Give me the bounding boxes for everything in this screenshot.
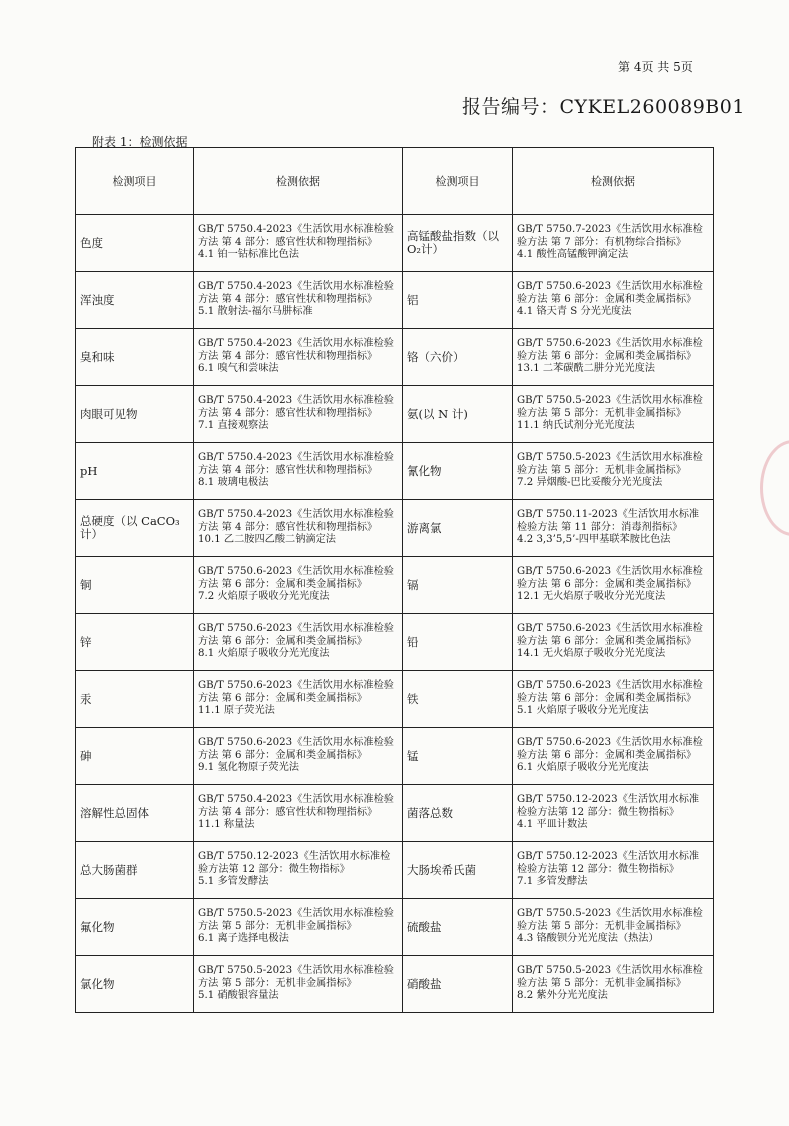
test-basis: GB/T 5750.12-2023《生活饮用水标准检验方法第 12 部分：微生物指标》 5.1 多管发酵法: [194, 842, 403, 899]
test-item: 氟化物: [76, 899, 194, 956]
test-basis: GB/T 5750.5-2023《生活饮用水标准检验方法 第 5 部分：无机非金属指标》 7.2 异烟酸-巴比妥酸分光光度法: [513, 443, 714, 500]
test-basis: GB/T 5750.6-2023《生活饮用水标准检验方法 第 6 部分：金属和类金属指标》 4.1 铬天青 S 分光光度法: [513, 272, 714, 329]
test-item: pH: [76, 443, 194, 500]
test-item: 铁: [403, 671, 513, 728]
test-item: 色度: [76, 215, 194, 272]
test-item: 浑浊度: [76, 272, 194, 329]
test-item: 铅: [403, 614, 513, 671]
test-item: 硫酸盐: [403, 899, 513, 956]
test-basis: GB/T 5750.6-2023《生活饮用水标准检验方法 第 6 部分：金属和类金属指标》 11.1 原子荧光法: [194, 671, 403, 728]
test-basis: GB/T 5750.6-2023《生活饮用水标准检验方法 第 6 部分：金属和类金属指标》 13.1 二苯碳酰二肼分光光度法: [513, 329, 714, 386]
test-basis: GB/T 5750.11-2023《生活饮用水标准检验方法 第 11 部分：消毒剂指标》 4.2 3,3’5,5’-四甲基联苯胺比色法: [513, 500, 714, 557]
header-item-1: 检测项目: [76, 148, 194, 215]
test-item: 汞: [76, 671, 194, 728]
test-item: 溶解性总固体: [76, 785, 194, 842]
test-basis: GB/T 5750.5-2023《生活饮用水标准检验方法 第 5 部分：无机非金属指标》 6.1 离子选择电极法: [194, 899, 403, 956]
test-basis: GB/T 5750.4-2023《生活饮用水标准检验方法 第 4 部分：感官性状和物理指标》 11.1 称量法: [194, 785, 403, 842]
test-basis: GB/T 5750.4-2023《生活饮用水标准检验方法 第 4 部分：感官性状和物理指标》 8.1 玻璃电极法: [194, 443, 403, 500]
test-item: 臭和味: [76, 329, 194, 386]
test-basis: GB/T 5750.7-2023《生活饮用水标准检验方法 第 7 部分：有机物综合指标》 4.1 酸性高锰酸钾滴定法: [513, 215, 714, 272]
test-item: 镉: [403, 557, 513, 614]
table-row: [76, 215, 714, 272]
table-row: [76, 956, 714, 1013]
test-basis: GB/T 5750.6-2023《生活饮用水标准检验方法 第 6 部分：金属和类金属指标》 7.2 火焰原子吸收分光光度法: [194, 557, 403, 614]
test-basis: GB/T 5750.5-2023《生活饮用水标准检验方法 第 5 部分：无机非金属指标》 8.2 紫外分光光度法: [513, 956, 714, 1013]
test-basis: GB/T 5750.6-2023《生活饮用水标准检验方法 第 6 部分：金属和类金属指标》 8.1 火焰原子吸收分光光度法: [194, 614, 403, 671]
test-basis: GB/T 5750.4-2023《生活饮用水标准检验方法 第 4 部分：感官性状和物理指标》 6.1 嗅气和尝味法: [194, 329, 403, 386]
test-item: 总硬度（以 CaCO₃计）: [76, 500, 194, 557]
seal-stamp: [760, 440, 789, 536]
table-row: [76, 785, 714, 842]
header-basis-2: 检测依据: [513, 148, 714, 215]
table-row: [76, 557, 714, 614]
test-item: 氰化物: [403, 443, 513, 500]
test-basis: GB/T 5750.5-2023《生活饮用水标准检验方法 第 5 部分：无机非金属指标》 11.1 纳氏试剂分光光度法: [513, 386, 714, 443]
test-basis: GB/T 5750.12-2023《生活饮用水标准检验方法第 12 部分：微生物指标》 4.1 平皿计数法: [513, 785, 714, 842]
table-row: [76, 671, 714, 728]
table-row: [76, 272, 714, 329]
header-basis-1: 检测依据: [194, 148, 403, 215]
basis-table: [75, 147, 714, 1013]
test-item: 铜: [76, 557, 194, 614]
test-basis: GB/T 5750.5-2023《生活饮用水标准检验方法 第 5 部分：无机非金属指标》 4.3 铬酸钡分光光度法（热法）: [513, 899, 714, 956]
test-basis: GB/T 5750.4-2023《生活饮用水标准检验方法 第 4 部分：感官性状和物理指标》 7.1 直接观察法: [194, 386, 403, 443]
test-item: 总大肠菌群: [76, 842, 194, 899]
test-basis: GB/T 5750.5-2023《生活饮用水标准检验方法 第 5 部分：无机非金属指标》 5.1 硝酸银容量法: [194, 956, 403, 1013]
table-row: [76, 329, 714, 386]
test-item: 锰: [403, 728, 513, 785]
page-number: 第 4页 共 5页: [618, 60, 693, 74]
test-basis: GB/T 5750.12-2023《生活饮用水标准检验方法第 12 部分：微生物指标》 7.1 多管发酵法: [513, 842, 714, 899]
annex-title: 附表 1：检测依据: [92, 135, 188, 149]
test-basis: GB/T 5750.6-2023《生活饮用水标准检验方法 第 6 部分：金属和类金属指标》 6.1 火焰原子吸收分光光度法: [513, 728, 714, 785]
test-basis: GB/T 5750.4-2023《生活饮用水标准检验方法 第 4 部分：感官性状和物理指标》 10.1 乙二胺四乙酸二钠滴定法: [194, 500, 403, 557]
test-item: 铝: [403, 272, 513, 329]
test-basis: GB/T 5750.6-2023《生活饮用水标准检验方法 第 6 部分：金属和类金属指标》 5.1 火焰原子吸收分光光度法: [513, 671, 714, 728]
test-item: 大肠埃希氏菌: [403, 842, 513, 899]
table-row: [76, 728, 714, 785]
table-header-row: [76, 148, 714, 215]
test-basis: GB/T 5750.4-2023《生活饮用水标准检验方法 第 4 部分：感官性状和物理指标》 4.1 铂一钴标准比色法: [194, 215, 403, 272]
header-item-2: 检测项目: [403, 148, 513, 215]
test-basis: GB/T 5750.6-2023《生活饮用水标准检验方法 第 6 部分：金属和类金属指标》 14.1 无火焰原子吸收分光光度法: [513, 614, 714, 671]
test-item: 游离氯: [403, 500, 513, 557]
table-row: [76, 899, 714, 956]
test-item: 菌落总数: [403, 785, 513, 842]
table-row: [76, 842, 714, 899]
table-row: [76, 500, 714, 557]
test-item: 氯化物: [76, 956, 194, 1013]
test-item: 砷: [76, 728, 194, 785]
test-item: 肉眼可见物: [76, 386, 194, 443]
test-basis: GB/T 5750.4-2023《生活饮用水标准检验方法 第 4 部分：感官性状和物理指标》 5.1 散射法-福尔马肼标准: [194, 272, 403, 329]
table-row: [76, 443, 714, 500]
test-item: 高锰酸盐指数（以O₂计）: [403, 215, 513, 272]
test-basis: GB/T 5750.6-2023《生活饮用水标准检验方法 第 6 部分：金属和类金属指标》 9.1 氢化物原子荧光法: [194, 728, 403, 785]
test-item: 锌: [76, 614, 194, 671]
table-row: [76, 614, 714, 671]
test-basis: GB/T 5750.6-2023《生活饮用水标准检验方法 第 6 部分：金属和类金属指标》 12.1 无火焰原子吸收分光光度法: [513, 557, 714, 614]
test-item: 硝酸盐: [403, 956, 513, 1013]
test-item: 氨(以 N 计): [403, 386, 513, 443]
test-item: 铬（六价）: [403, 329, 513, 386]
report-number: 报告编号：CYKEL260089B01: [462, 96, 745, 118]
table-row: [76, 386, 714, 443]
